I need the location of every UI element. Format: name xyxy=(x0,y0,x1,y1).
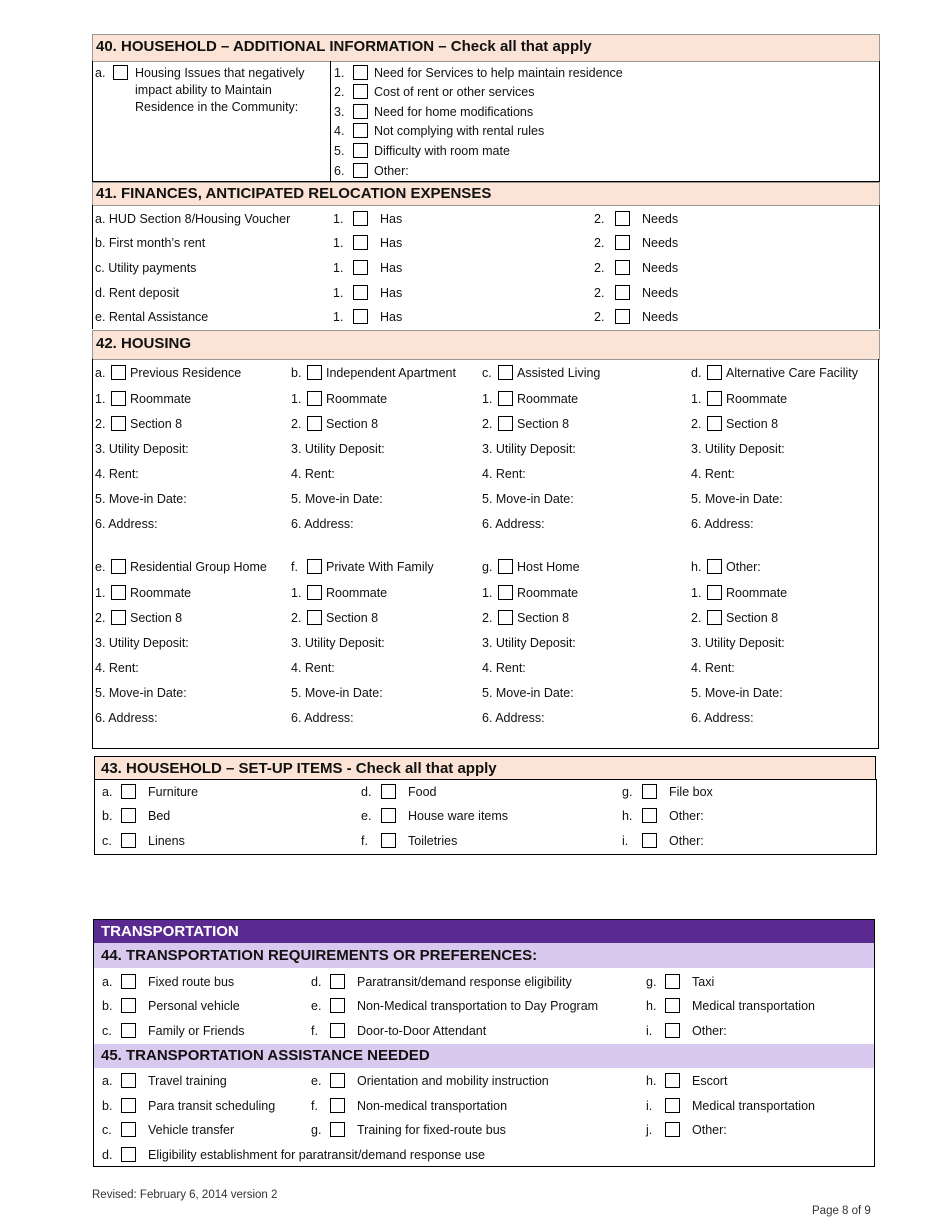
s42-sub-label: Roommate xyxy=(130,392,192,406)
section-43-title: 43. HOUSEHOLD – SET-UP ITEMS - Check all that apply xyxy=(101,760,497,777)
s45-item-label: Para transit scheduling xyxy=(148,1099,276,1113)
s42-sub-number: 1. xyxy=(482,586,493,600)
s45-item-checkbox[interactable] xyxy=(665,1098,680,1113)
s40-item-number: 1. xyxy=(334,66,345,80)
s45-item-label: Escort xyxy=(692,1074,728,1088)
s42-field-label: 4. Rent: xyxy=(95,467,139,481)
s42-field-label: 5. Move-in Date: xyxy=(691,492,783,506)
s44-item-letter: i. xyxy=(646,1024,653,1038)
s42-option-letter: d. xyxy=(691,366,702,380)
s42-field-label: 4. Rent: xyxy=(291,661,335,675)
s41-needs-checkbox[interactable] xyxy=(615,260,630,275)
s41-needs-label: Needs xyxy=(642,236,679,250)
s43-item-letter: a. xyxy=(102,785,113,799)
s43-item-letter: c. xyxy=(102,834,112,848)
s41-has-checkbox[interactable] xyxy=(353,285,368,300)
s40-item-number: 5. xyxy=(334,144,345,158)
section-42-header-band xyxy=(92,330,880,360)
s40-item-label: Need for home modifications xyxy=(374,105,534,119)
s41-needs-checkbox[interactable] xyxy=(615,211,630,226)
s45-item-checkbox[interactable] xyxy=(121,1147,136,1162)
s45-item-letter: e. xyxy=(311,1074,322,1088)
s42-option-name: Assisted Living xyxy=(517,366,601,380)
s42-field-label: 6. Address: xyxy=(291,711,354,725)
s43-item-checkbox[interactable] xyxy=(642,808,657,823)
s40-item-checkbox[interactable] xyxy=(353,143,368,158)
s40-a-text-3: Residence in the Community: xyxy=(135,100,299,114)
s41-row-label: a. HUD Section 8/Housing Voucher xyxy=(95,212,291,226)
s42-sub-number: 1. xyxy=(291,586,302,600)
s43-item-checkbox[interactable] xyxy=(121,808,136,823)
s44-item-checkbox[interactable] xyxy=(665,974,680,989)
s44-item-checkbox[interactable] xyxy=(330,998,345,1013)
s44-item-label: Paratransit/demand response eligibility xyxy=(357,975,572,989)
s43-item-letter: f. xyxy=(361,834,368,848)
s42-option-checkbox[interactable] xyxy=(307,559,322,574)
s42-field-label: 4. Rent: xyxy=(482,467,526,481)
s45-item-checkbox[interactable] xyxy=(330,1098,345,1113)
s42-field-label: 5. Move-in Date: xyxy=(482,686,574,700)
s42-sub-checkbox[interactable] xyxy=(111,416,126,431)
s40-item-number: 2. xyxy=(334,85,345,99)
s41-has-label: Has xyxy=(380,212,403,226)
s42-sub-label: Section 8 xyxy=(326,611,379,625)
s42-sub-number: 1. xyxy=(691,392,702,406)
s43-item-label: Toiletries xyxy=(408,834,458,848)
s42-sub-label: Section 8 xyxy=(130,611,183,625)
s42-field-label: 3. Utility Deposit: xyxy=(482,636,576,650)
s41-needs-label: Needs xyxy=(642,310,679,324)
s43-item-label: Other: xyxy=(669,809,704,823)
s45-item-label: Training for fixed-route bus xyxy=(357,1123,506,1137)
s42-field-label: 4. Rent: xyxy=(691,661,735,675)
s42-field-label: 3. Utility Deposit: xyxy=(291,442,385,456)
s42-field-label: 6. Address: xyxy=(291,517,354,531)
s44-item-label: Other: xyxy=(692,1024,727,1038)
s44-item-letter: b. xyxy=(102,999,113,1013)
s42-field-label: 6. Address: xyxy=(95,711,158,725)
s42-option-name: Private With Family xyxy=(326,560,434,574)
revised-date: Revised: February 6, 2014 version 2 xyxy=(92,1189,278,1201)
s42-sub-label: Section 8 xyxy=(326,417,379,431)
s41-has-checkbox[interactable] xyxy=(353,235,368,250)
s42-sub-number: 1. xyxy=(95,586,106,600)
s40-item-checkbox[interactable] xyxy=(353,84,368,99)
s44-item-label: Medical transportation xyxy=(692,999,815,1013)
s43-item-checkbox[interactable] xyxy=(121,784,136,799)
s42-option-checkbox[interactable] xyxy=(111,559,126,574)
s41-has-checkbox[interactable] xyxy=(353,260,368,275)
s42-option-name: Host Home xyxy=(517,560,580,574)
s41-has-number: 1. xyxy=(333,212,344,226)
s42-sub-checkbox[interactable] xyxy=(498,585,513,600)
s41-needs-label: Needs xyxy=(642,286,679,300)
s40-item-label: Need for Services to help maintain residence xyxy=(374,66,623,80)
transportation-title: TRANSPORTATION xyxy=(101,923,239,940)
s42-field-label: 3. Utility Deposit: xyxy=(95,636,189,650)
s42-sub-number: 2. xyxy=(482,611,493,625)
s42-field-label: 3. Utility Deposit: xyxy=(691,636,785,650)
s42-field-label: 5. Move-in Date: xyxy=(95,492,187,506)
s42-sub-number: 2. xyxy=(95,611,106,625)
s44-item-checkbox[interactable] xyxy=(330,1023,345,1038)
s41-needs-label: Needs xyxy=(642,212,679,226)
section-40-title: 40. HOUSEHOLD – ADDITIONAL INFORMATION – Check all that apply xyxy=(96,38,592,55)
s43-item-label: Linens xyxy=(148,834,185,848)
s44-item-checkbox[interactable] xyxy=(121,1023,136,1038)
s42-field-label: 3. Utility Deposit: xyxy=(691,442,785,456)
s45-item-letter: b. xyxy=(102,1099,113,1113)
s43-item-letter: h. xyxy=(622,809,633,823)
s42-field-label: 5. Move-in Date: xyxy=(482,492,574,506)
s43-item-label: Food xyxy=(408,785,437,799)
s42-field-label: 4. Rent: xyxy=(95,661,139,675)
s42-field-label: 4. Rent: xyxy=(291,467,335,481)
s42-field-label: 5. Move-in Date: xyxy=(691,686,783,700)
s42-option-name: Other: xyxy=(726,560,761,574)
s42-sub-number: 2. xyxy=(291,611,302,625)
s45-item-checkbox[interactable] xyxy=(665,1073,680,1088)
s43-item-checkbox[interactable] xyxy=(381,784,396,799)
s42-option-checkbox[interactable] xyxy=(111,365,126,380)
s42-field-label: 3. Utility Deposit: xyxy=(291,636,385,650)
s41-needs-number: 2. xyxy=(594,212,605,226)
s42-field-label: 6. Address: xyxy=(482,517,545,531)
s45-item-checkbox[interactable] xyxy=(330,1122,345,1137)
s42-option-name: Independent Apartment xyxy=(326,366,456,380)
s43-item-label: Furniture xyxy=(148,785,199,799)
s40-item-checkbox[interactable] xyxy=(353,65,368,80)
s42-sub-label: Roommate xyxy=(517,586,579,600)
s43-item-letter: d. xyxy=(361,785,372,799)
s42-sub-checkbox[interactable] xyxy=(307,610,322,625)
s42-option-checkbox[interactable] xyxy=(707,559,722,574)
s45-item-label: Non-medical transportation xyxy=(357,1099,508,1113)
s44-item-letter: c. xyxy=(102,1024,112,1038)
s40-a-label: a. xyxy=(95,66,106,80)
s40-item-label: Difficulty with room mate xyxy=(374,144,510,158)
s45-item-checkbox[interactable] xyxy=(121,1073,136,1088)
s44-item-letter: g. xyxy=(646,975,657,989)
s44-item-label: Family or Friends xyxy=(148,1024,245,1038)
s42-sub-label: Section 8 xyxy=(130,417,183,431)
s40-item-checkbox[interactable] xyxy=(353,104,368,119)
s44-item-letter: f. xyxy=(311,1024,318,1038)
s41-has-label: Has xyxy=(380,261,403,275)
s41-needs-checkbox[interactable] xyxy=(615,309,630,324)
s42-sub-label: Section 8 xyxy=(726,611,779,625)
s40-a-text-1: Housing Issues that negatively xyxy=(135,66,305,80)
s42-sub-checkbox[interactable] xyxy=(307,391,322,406)
s42-sub-checkbox[interactable] xyxy=(111,610,126,625)
s42-sub-label: Section 8 xyxy=(726,417,779,431)
s42-option-checkbox[interactable] xyxy=(498,365,513,380)
s43-item-label: House ware items xyxy=(408,809,509,823)
s45-item-checkbox[interactable] xyxy=(665,1122,680,1137)
s41-has-label: Has xyxy=(380,286,403,300)
s42-sub-checkbox[interactable] xyxy=(498,610,513,625)
s42-sub-number: 1. xyxy=(291,392,302,406)
s44-item-label: Fixed route bus xyxy=(148,975,235,989)
s41-needs-number: 2. xyxy=(594,286,605,300)
s42-field-label: 6. Address: xyxy=(482,711,545,725)
s41-has-number: 1. xyxy=(333,236,344,250)
s42-option-letter: a. xyxy=(95,366,106,380)
s42-option-letter: f. xyxy=(291,560,298,574)
s42-sub-checkbox[interactable] xyxy=(498,391,513,406)
section-45-title: 45. TRANSPORTATION ASSISTANCE NEEDED xyxy=(101,1047,430,1064)
s44-item-label: Taxi xyxy=(692,975,715,989)
s42-field-label: 3. Utility Deposit: xyxy=(482,442,576,456)
s40-item-label: Cost of rent or other services xyxy=(374,85,535,99)
page-number: Page 8 of 9 xyxy=(812,1205,871,1217)
s41-needs-number: 2. xyxy=(594,310,605,324)
section-40-divider xyxy=(330,61,331,182)
s42-sub-number: 1. xyxy=(482,392,493,406)
s43-item-label: File box xyxy=(669,785,713,799)
s42-sub-number: 1. xyxy=(95,392,106,406)
s41-has-number: 1. xyxy=(333,286,344,300)
s42-sub-checkbox[interactable] xyxy=(307,416,322,431)
s42-sub-label: Roommate xyxy=(130,586,192,600)
s42-option-letter: b. xyxy=(291,366,302,380)
s42-option-name: Alternative Care Facility xyxy=(726,366,858,380)
s41-has-number: 1. xyxy=(333,261,344,275)
s42-option-letter: c. xyxy=(482,366,492,380)
s45-item-letter: i. xyxy=(646,1099,653,1113)
s45-item-letter: a. xyxy=(102,1074,113,1088)
s42-field-label: 6. Address: xyxy=(691,517,754,531)
s41-has-checkbox[interactable] xyxy=(353,309,368,324)
s41-row-label: b. First month’s rent xyxy=(95,236,206,250)
s41-has-label: Has xyxy=(380,236,403,250)
s45-item-label: Other: xyxy=(692,1123,727,1137)
s44-item-letter: h. xyxy=(646,999,657,1013)
s40-a-text-2: impact ability to Maintain xyxy=(135,83,272,97)
s41-needs-checkbox[interactable] xyxy=(615,285,630,300)
s45-item-checkbox[interactable] xyxy=(121,1122,136,1137)
s41-row-label: c. Utility payments xyxy=(95,261,197,275)
s42-sub-checkbox[interactable] xyxy=(111,585,126,600)
s45-item-label: Orientation and mobility instruction xyxy=(357,1074,549,1088)
s44-item-checkbox[interactable] xyxy=(665,1023,680,1038)
s42-option-checkbox[interactable] xyxy=(707,365,722,380)
s41-has-checkbox[interactable] xyxy=(353,211,368,226)
s44-item-letter: a. xyxy=(102,975,113,989)
s44-item-checkbox[interactable] xyxy=(665,998,680,1013)
s45-item-label: Eligibility establishment for paratransit/demand response use xyxy=(148,1148,485,1162)
s44-item-label: Personal vehicle xyxy=(148,999,240,1013)
s44-item-label: Door-to-Door Attendant xyxy=(357,1024,487,1038)
s42-sub-number: 2. xyxy=(291,417,302,431)
s45-item-letter: d. xyxy=(102,1148,113,1162)
s42-option-letter: h. xyxy=(691,560,702,574)
s42-sub-number: 2. xyxy=(95,417,106,431)
s43-item-checkbox[interactable] xyxy=(121,833,136,848)
s43-item-letter: e. xyxy=(361,809,372,823)
s41-needs-number: 2. xyxy=(594,261,605,275)
s43-item-checkbox[interactable] xyxy=(381,833,396,848)
s44-item-letter: e. xyxy=(311,999,322,1013)
s41-has-number: 1. xyxy=(333,310,344,324)
s42-field-label: 5. Move-in Date: xyxy=(291,686,383,700)
s42-sub-checkbox[interactable] xyxy=(307,585,322,600)
s42-field-label: 6. Address: xyxy=(691,711,754,725)
s42-field-label: 5. Move-in Date: xyxy=(291,492,383,506)
s42-field-label: 6. Address: xyxy=(95,517,158,531)
s42-sub-checkbox[interactable] xyxy=(707,585,722,600)
s41-needs-number: 2. xyxy=(594,236,605,250)
s42-sub-number: 2. xyxy=(691,417,702,431)
s44-item-label: Non-Medical transportation to Day Program xyxy=(357,999,599,1013)
s43-item-checkbox[interactable] xyxy=(642,833,657,848)
s43-item-label: Bed xyxy=(148,809,171,823)
s44-item-checkbox[interactable] xyxy=(330,974,345,989)
s44-item-checkbox[interactable] xyxy=(121,998,136,1013)
s43-item-letter: g. xyxy=(622,785,633,799)
s43-item-label: Other: xyxy=(669,834,704,848)
s42-sub-checkbox[interactable] xyxy=(707,391,722,406)
s40-item-number: 4. xyxy=(334,124,345,138)
s42-option-name: Previous Residence xyxy=(130,366,242,380)
s43-item-letter: i. xyxy=(622,834,629,848)
s42-sub-number: 2. xyxy=(482,417,493,431)
s41-row-label: d. Rent deposit xyxy=(95,286,180,300)
s42-sub-checkbox[interactable] xyxy=(111,391,126,406)
s42-option-letter: e. xyxy=(95,560,106,574)
s40-item-number: 6. xyxy=(334,164,345,178)
s44-item-checkbox[interactable] xyxy=(121,974,136,989)
s42-sub-label: Roommate xyxy=(517,392,579,406)
s42-sub-checkbox[interactable] xyxy=(707,610,722,625)
s42-sub-number: 1. xyxy=(691,586,702,600)
s42-sub-number: 2. xyxy=(691,611,702,625)
s45-item-letter: f. xyxy=(311,1099,318,1113)
s42-sub-checkbox[interactable] xyxy=(498,416,513,431)
s45-item-checkbox[interactable] xyxy=(121,1098,136,1113)
s41-has-label: Has xyxy=(380,310,403,324)
s42-option-checkbox[interactable] xyxy=(307,365,322,380)
s45-item-label: Vehicle transfer xyxy=(148,1123,235,1137)
s44-item-letter: d. xyxy=(311,975,322,989)
s45-item-letter: j. xyxy=(646,1123,653,1137)
s45-item-label: Travel training xyxy=(148,1074,227,1088)
s42-sub-label: Roommate xyxy=(326,392,388,406)
s40-item-number: 3. xyxy=(334,105,345,119)
s42-field-label: 4. Rent: xyxy=(691,467,735,481)
s42-field-label: 5. Move-in Date: xyxy=(95,686,187,700)
s40-a-checkbox[interactable] xyxy=(113,65,128,80)
s42-option-checkbox[interactable] xyxy=(498,559,513,574)
s43-item-checkbox[interactable] xyxy=(642,784,657,799)
s42-sub-label: Section 8 xyxy=(517,611,570,625)
s45-item-letter: h. xyxy=(646,1074,657,1088)
s42-sub-checkbox[interactable] xyxy=(707,416,722,431)
s45-item-checkbox[interactable] xyxy=(330,1073,345,1088)
s42-sub-label: Roommate xyxy=(726,586,788,600)
s40-item-label: Other: xyxy=(374,164,409,178)
s42-sub-label: Roommate xyxy=(326,586,388,600)
s45-item-letter: g. xyxy=(311,1123,322,1137)
section-41-title: 41. FINANCES, ANTICIPATED RELOCATION EXPENSES xyxy=(96,185,492,202)
s42-sub-label: Roommate xyxy=(726,392,788,406)
s42-option-name: Residential Group Home xyxy=(130,560,267,574)
s41-needs-label: Needs xyxy=(642,261,679,275)
s45-item-letter: c. xyxy=(102,1123,112,1137)
section-42-title: 42. HOUSING xyxy=(96,335,192,352)
s43-item-letter: b. xyxy=(102,809,113,823)
s41-needs-checkbox[interactable] xyxy=(615,235,630,250)
s40-item-label: Not complying with rental rules xyxy=(374,124,545,138)
s41-row-label: e. Rental Assistance xyxy=(95,310,209,324)
s40-item-checkbox[interactable] xyxy=(353,123,368,138)
s42-sub-label: Section 8 xyxy=(517,417,570,431)
s45-item-label: Medical transportation xyxy=(692,1099,815,1113)
s42-field-label: 4. Rent: xyxy=(482,661,526,675)
s40-item-checkbox[interactable] xyxy=(353,163,368,178)
s43-item-checkbox[interactable] xyxy=(381,808,396,823)
s42-option-letter: g. xyxy=(482,560,493,574)
s42-field-label: 3. Utility Deposit: xyxy=(95,442,189,456)
section-44-title: 44. TRANSPORTATION REQUIREMENTS OR PREFERENCES: xyxy=(101,947,538,964)
